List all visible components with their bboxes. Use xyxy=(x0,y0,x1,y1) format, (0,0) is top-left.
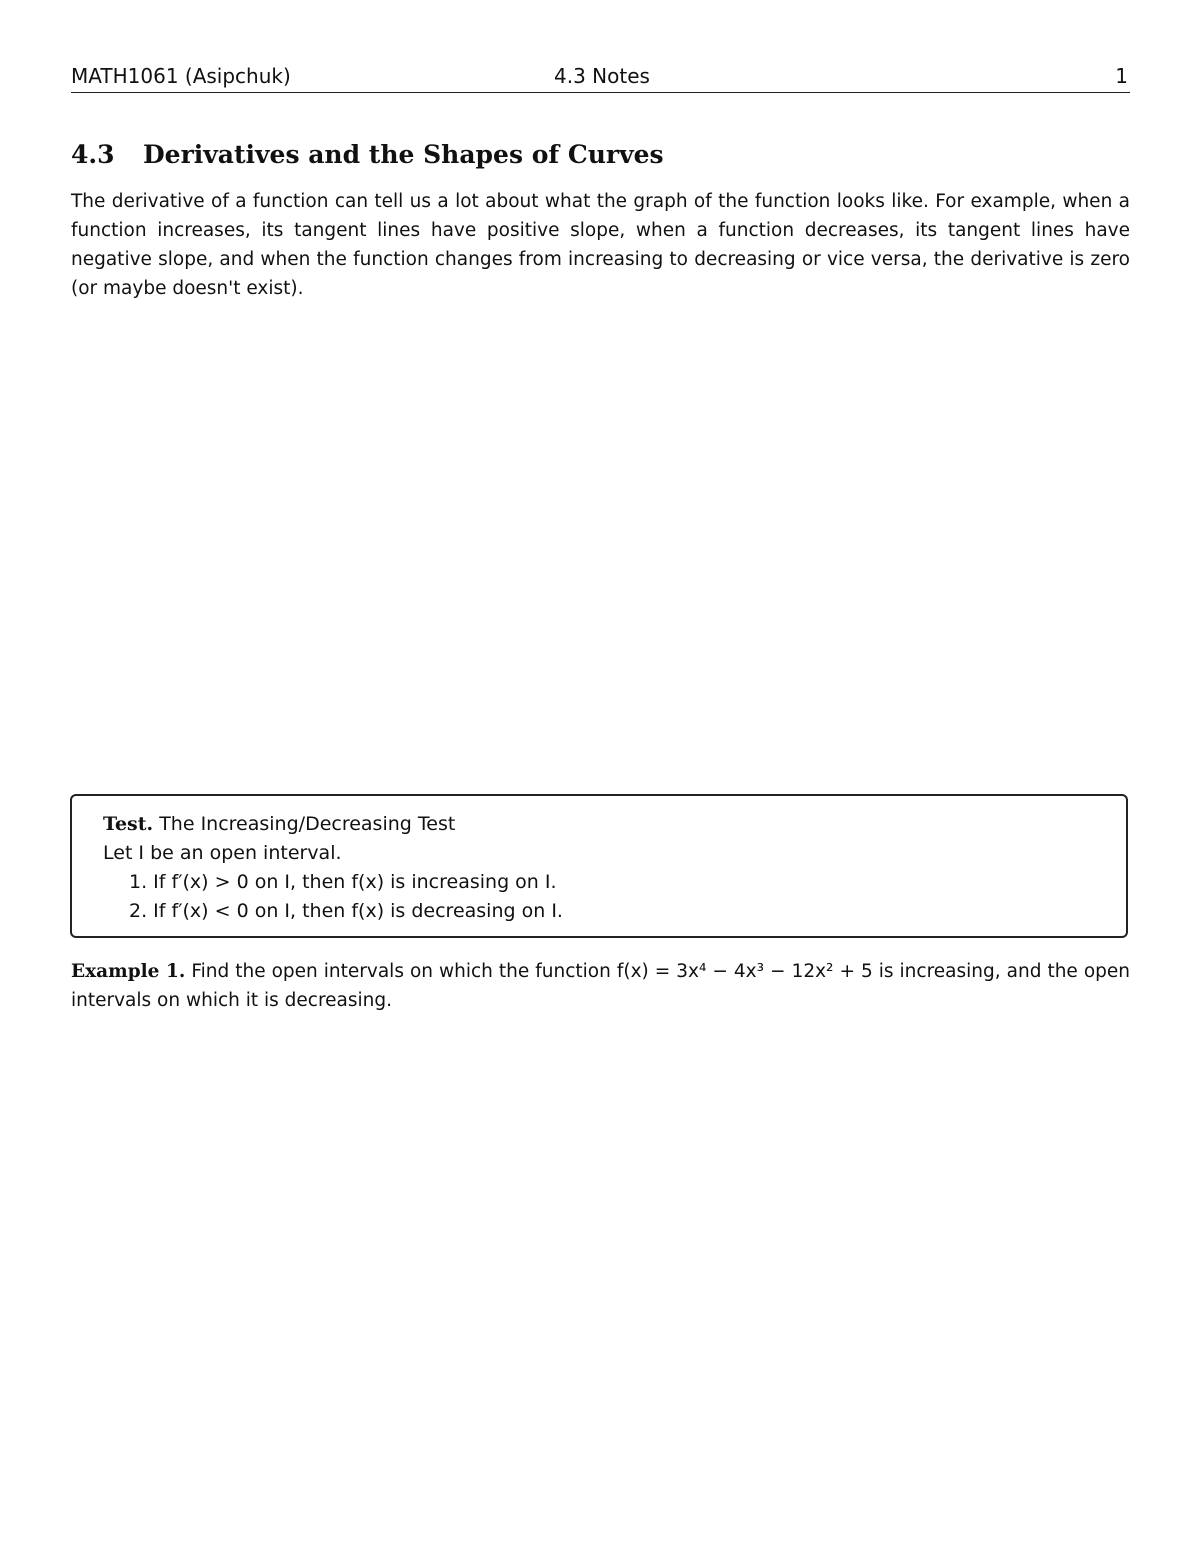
intro-paragraph: The derivative of a function can tell us a lot about what the graph of the function looks like. For example, when a function increases, its tangent lines have positive slope, when a function decreases, its tangent lines have negative slope, and when the function changes from increasing to decreasing or vice versa, the derivative is zero (or maybe doesn't exist). xyxy=(71,191,1130,299)
example-label: Example 1. xyxy=(71,961,186,982)
example-text: Find the open intervals on which the function f(x) = 3x⁴ − 4x³ − 12x² + 5 is increasing, and the open intervals on which it is decreasing. xyxy=(71,961,1130,1011)
example-paragraph xyxy=(71,957,1130,1015)
test-item-2: 2. If f′(x) < 0 on I, then f(x) is decreasing on I. xyxy=(129,900,563,922)
test-box xyxy=(70,794,1128,938)
section-number: 4.3 xyxy=(71,140,115,169)
test-item-1: 1. If f′(x) > 0 on I, then f(x) is increasing on I. xyxy=(129,871,557,893)
header-title: 4.3 Notes xyxy=(554,64,650,88)
test-label: Test. xyxy=(103,813,154,835)
course-label: MATH1061 (Asipchuk) xyxy=(71,64,291,88)
test-heading xyxy=(103,810,563,839)
section-title: Derivatives and the Shapes of Curves xyxy=(143,140,664,169)
page-number: 1 xyxy=(1115,64,1128,88)
test-name: The Increasing/Decreasing Test xyxy=(159,813,456,835)
test-statement: Let I be an open interval. xyxy=(103,842,342,864)
page-header xyxy=(71,62,1130,93)
section-heading xyxy=(71,140,664,169)
